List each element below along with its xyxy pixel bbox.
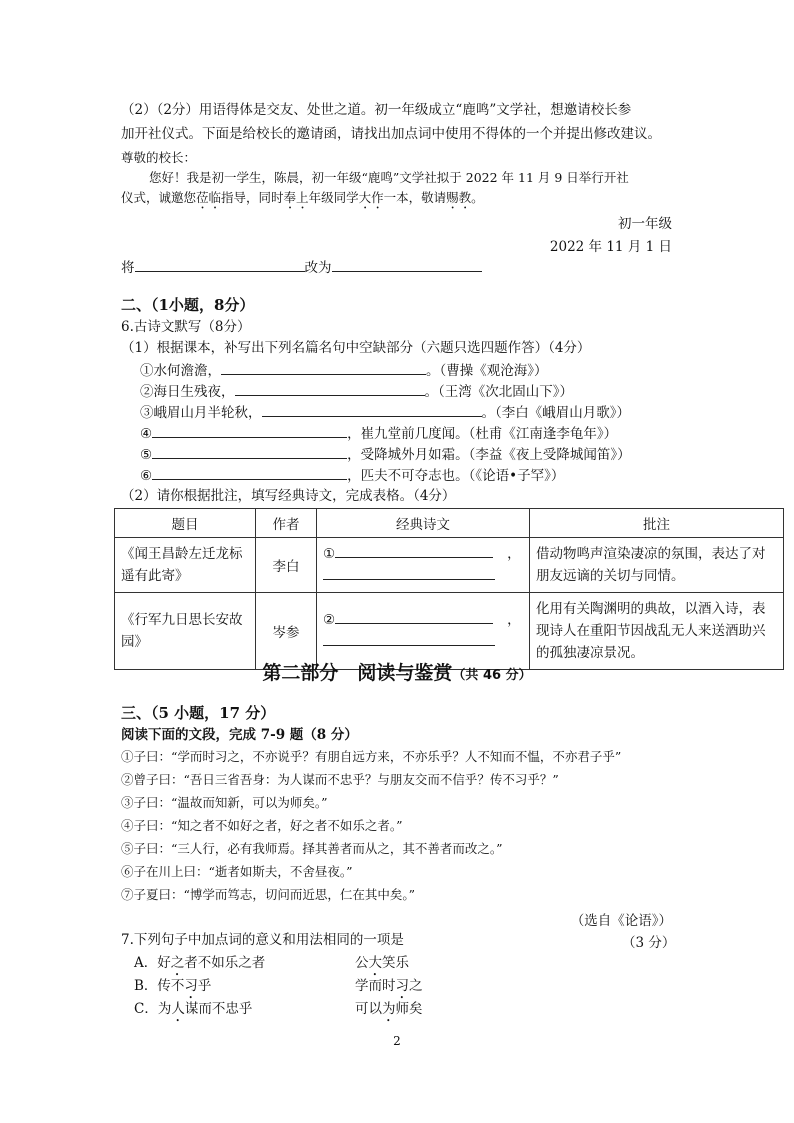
- recite-item-3: ③峨眉山月半轮秋， 。（李白《峨眉山月歌》）: [140, 402, 630, 422]
- option-a-compare: 公大笑乐: [355, 955, 409, 971]
- q6-sub1: （1）根据课本，补写出下列名篇名句中空缺部分（六题只选四题作答）（4分）: [121, 340, 591, 356]
- section2-heading: 二、（1小题，8分）: [121, 296, 255, 314]
- poem-table: [114, 508, 784, 670]
- answer-blank[interactable]: [152, 465, 347, 480]
- section3-intro: 阅读下面的文段，完成 7-9 题（8 分）: [121, 727, 358, 743]
- option-c[interactable]: C．为人谋而不忠乎: [134, 1001, 253, 1017]
- answer-blank[interactable]: [335, 543, 493, 558]
- table-header: 题目: [115, 509, 256, 538]
- table-cell-author: 岑参: [256, 593, 317, 670]
- passage-line: ①子曰：“学而时习之，不亦说乎？有朋自远方来，不亦乐乎？人不知而不愠，不亦君子乎”: [121, 749, 622, 764]
- answer-blank[interactable]: [323, 631, 495, 646]
- answer-blank[interactable]: [135, 257, 305, 272]
- part2-title: 第二部分 阅读与鉴赏: [262, 662, 453, 684]
- passage-line: ②曾子曰：“吾日三省吾身：为人谋而不忠乎？与朋友交而不信乎？传不习乎？”: [121, 772, 559, 787]
- q7-score: （3 分）: [622, 935, 676, 951]
- dotted-word: 大作: [358, 190, 384, 205]
- table-row: [115, 538, 784, 593]
- letter-salutation: 尊敬的校长：: [121, 150, 197, 165]
- q5-answer-line: 将 改为: [121, 257, 482, 277]
- answer-blank[interactable]: [152, 423, 347, 438]
- passage-line: ⑤子曰：“三人行，必有我师焉。择其善者而从之，其不善者而改之。”: [121, 841, 503, 856]
- passage-line: ④子曰：“知之者不如好之者，好之者不如乐之者。”: [121, 818, 403, 833]
- answer-blank[interactable]: [262, 402, 482, 417]
- passage-line: ⑦子夏曰：“博学而笃志，切问而近思，仁在其中矣。”: [121, 887, 416, 902]
- answer-blank[interactable]: [323, 565, 495, 580]
- part2-title-line: [0, 664, 794, 685]
- letter-date: 2022 年 11 月 1 日: [549, 239, 672, 255]
- table-cell-poem: ① ，: [317, 538, 530, 593]
- letter-body-line2: 仪式，诚邀您莅临指导，同时奉上年级同学大作一本，敬请赐教。: [121, 190, 484, 205]
- dotted-word: 奉上: [283, 190, 309, 205]
- answer-blank[interactable]: [335, 609, 493, 624]
- letter-body-line1: 您好！我是初一学生，陈晨，初一年级“鹿鸣”文学社拟于 2022 年 11 月 9 日举行开社: [149, 170, 629, 185]
- q5-line1: （2）（2分）用语得体是交友、处世之道。初一年级成立“鹿鸣”文学社，想邀请校长参: [121, 102, 632, 118]
- recite-item-5: ⑤ ，受降城外月如霜。（李益《夜上受降城闻笛》）: [140, 444, 631, 464]
- table-cell-title: 《行军九日思长安故园》: [115, 593, 256, 670]
- recite-item-6: ⑥ ，匹夫不可夺志也。（《论语•子罕》）: [140, 465, 564, 485]
- q7-stem: 7.下列句子中加点词的意义和用法相同的一项是: [121, 932, 404, 948]
- answer-blank[interactable]: [221, 360, 426, 375]
- q6-sub2: （2）请你根据批注，填写经典诗文，完成表格。（4分）: [121, 488, 456, 504]
- table-header: 作者: [256, 509, 317, 538]
- option-b[interactable]: B．传不习乎: [134, 978, 212, 994]
- table-header: 经典诗文: [317, 509, 530, 538]
- dotted-word: 莅临: [196, 190, 222, 205]
- table-cell-title: 《闻王昌龄左迁龙标遥有此寄》: [115, 538, 256, 593]
- answer-blank[interactable]: [235, 381, 425, 396]
- page-number: 2: [393, 1034, 401, 1048]
- answer-blank[interactable]: [152, 444, 347, 459]
- passage-source: （选自《论语》）: [570, 913, 672, 929]
- table-cell-note: 借动物鸣声渲染凄凉的氛围，表达了对朋友远谪的关切与同情。: [530, 538, 784, 593]
- q5-line2: 加开社仪式。下面是给校长的邀请函，请找出加点词中使用不得体的一个并提出修改建议。: [121, 126, 661, 142]
- recite-item-4: ④ ，崔九堂前几度闻。（杜甫《江南逢李龟年》）: [140, 423, 617, 443]
- recite-item-1: ①水何澹澹， 。（曹操《观沧海》）: [140, 360, 548, 380]
- table-cell-note: 化用有关陶渊明的典故，以酒入诗，表现诗人在重阳节因战乱无人来送酒助兴的孤独凄凉景况。: [530, 593, 784, 670]
- passage-line: ⑥子在川上曰：“逝者如斯夫，不舍昼夜。”: [121, 864, 353, 879]
- section3-heading: 三、（5 小题，17 分）: [121, 704, 276, 722]
- table-row: [115, 593, 784, 670]
- dotted-word: 赐教: [446, 190, 472, 205]
- passage-line: ③子曰：“温故而知新，可以为师矣。”: [121, 795, 328, 810]
- letter-signature: 初一年级: [618, 216, 672, 232]
- recite-item-2: ②海日生残夜， 。（王湾《次北固山下》）: [140, 381, 573, 401]
- option-a[interactable]: A．好之者不如乐之者: [134, 955, 266, 971]
- table-header-row: [115, 509, 784, 538]
- q6-title: 6.古诗文默写（8分）: [121, 319, 251, 335]
- table-header: 批注: [530, 509, 784, 538]
- table-cell-poem: ② ，: [317, 593, 530, 670]
- option-b-compare: 学而时习之: [355, 978, 423, 994]
- answer-blank[interactable]: [332, 257, 482, 272]
- option-c-compare: 可以为师矣: [355, 1001, 423, 1017]
- part2-score: （共 46 分）: [452, 668, 532, 683]
- table-cell-author: 李白: [256, 538, 317, 593]
